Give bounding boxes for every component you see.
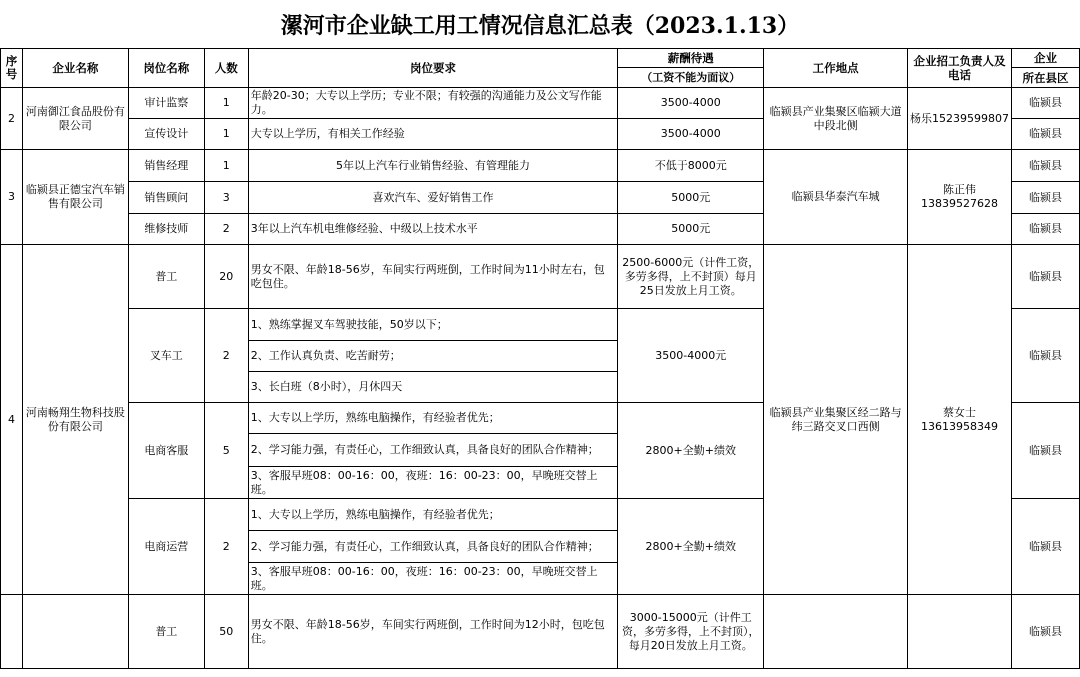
contact-cell	[908, 150, 1012, 245]
county-cell: 临颍县	[1012, 150, 1080, 182]
header-salary-note: （工资不能为面议）	[618, 68, 764, 88]
requirements-cell: 男女不限、年龄18-56岁，车间实行两班倒，工作时间为11小时左右，包吃包住。	[248, 245, 618, 309]
header-county-2: 所在县区	[1012, 68, 1080, 88]
county-cell: 临颍县	[1012, 88, 1080, 119]
county-cell: 临颍县	[1012, 119, 1080, 150]
salary-cell: 2800+全勤+绩效	[618, 403, 764, 499]
requirements-cell: 2、工作认真负责、吃苦耐劳；	[248, 341, 618, 372]
contact-phone: 13613958349	[921, 419, 998, 433]
position-cell: 电商客服	[128, 403, 204, 499]
requirements-cell: 男女不限、年龄18-56岁，车间实行两班倒，工作时间为12小时，包吃包住。	[248, 595, 618, 669]
salary-cell: 不低于8000元	[618, 150, 764, 182]
county-cell: 临颍县	[1012, 499, 1080, 595]
county-cell: 临颍县	[1012, 595, 1080, 669]
count-cell: 5	[204, 403, 248, 499]
seq-cell	[1, 595, 23, 669]
requirements-cell: 大专以上学历，有相关工作经验	[248, 119, 618, 150]
table-row	[1, 88, 1080, 119]
count-cell: 50	[204, 595, 248, 669]
count-cell: 1	[204, 88, 248, 119]
requirements-cell: 1、大专以上学历，熟练电脑操作，有经验者优先；	[248, 403, 618, 434]
requirements-cell: 1、大专以上学历，熟练电脑操作，有经验者优先；	[248, 499, 618, 531]
table-row	[1, 245, 1080, 309]
table-row	[1, 150, 1080, 182]
county-cell: 临颍县	[1012, 182, 1080, 214]
location-cell: 临颍县华泰汽车城	[764, 150, 908, 245]
seq-cell: 3	[1, 150, 23, 245]
position-cell: 销售经理	[128, 150, 204, 182]
table-row	[1, 595, 1080, 669]
county-cell: 临颍县	[1012, 245, 1080, 309]
company-cell: 河南畅翔生物科技股份有限公司	[22, 245, 128, 595]
position-cell: 审计监察	[128, 88, 204, 119]
requirements-cell: 年龄20-30；大专以上学历；专业不限；有较强的沟通能力及公文写作能力。	[248, 88, 618, 119]
header-count: 人数	[204, 49, 248, 88]
seq-cell: 2	[1, 88, 23, 150]
requirements-cell: 2、学习能力强，有责任心，工作细致认真，具备良好的团队合作精神；	[248, 531, 618, 563]
location-cell	[764, 595, 908, 669]
header-seq: 序号	[1, 49, 23, 88]
contact-cell	[908, 595, 1012, 669]
position-cell: 维修技师	[128, 214, 204, 245]
contact-name: 陈正伟	[943, 183, 977, 196]
header-contact: 企业招工负责人及电话	[908, 49, 1012, 88]
requirements-cell: 2、学习能力强，有责任心，工作细致认真，具备良好的团队合作精神；	[248, 434, 618, 467]
company-cell	[22, 595, 128, 669]
location-cell: 临颍县产业集聚区临颍大道中段北侧	[764, 88, 908, 150]
count-cell: 2	[204, 499, 248, 595]
count-cell: 20	[204, 245, 248, 309]
count-cell: 1	[204, 119, 248, 150]
salary-cell: 2800+全勤+绩效	[618, 499, 764, 595]
count-cell: 2	[204, 214, 248, 245]
location-cell: 临颍县产业集聚区经二路与纬三路交叉口西侧	[764, 245, 908, 595]
company-cell: 临颍县正德宝汽车销售有限公司	[22, 150, 128, 245]
salary-cell: 3500-4000元	[618, 309, 764, 403]
contact-cell	[908, 245, 1012, 595]
county-cell: 临颍县	[1012, 403, 1080, 499]
position-cell: 普工	[128, 595, 204, 669]
contact-cell: 杨乐15239599807	[908, 88, 1012, 150]
header-company: 企业名称	[22, 49, 128, 88]
contact-name: 蔡女士	[943, 405, 977, 419]
position-cell: 宣传设计	[128, 119, 204, 150]
position-cell: 电商运营	[128, 499, 204, 595]
seq-cell: 4	[1, 245, 23, 595]
page-title: 漯河市企业缺工用工情况信息汇总表（2023.1.13）	[280, 12, 800, 39]
header-position: 岗位名称	[128, 49, 204, 88]
count-cell: 2	[204, 309, 248, 403]
salary-cell: 5000元	[618, 214, 764, 245]
header-requirements: 岗位要求	[248, 49, 618, 88]
job-table	[0, 48, 1080, 669]
requirements-cell: 3、客服早班08：00-16：00，夜班：16：00-23：00，早晚班交替上班。	[248, 467, 618, 499]
requirements-cell: 3、长白班（8小时），月休四天	[248, 372, 618, 403]
salary-cell: 3000-15000元（计件工资，多劳多得，上不封顶），每月20日发放上月工资。	[618, 595, 764, 669]
company-cell: 河南御江食品股份有限公司	[22, 88, 128, 150]
contact-phone: 13839527628	[921, 197, 998, 210]
county-cell: 临颍县	[1012, 309, 1080, 403]
header-salary: 薪酬待遇	[618, 49, 764, 68]
position-cell: 叉车工	[128, 309, 204, 403]
requirements-cell: 3、客服早班08：00-16：00，夜班：16：00-23：00，早晚班交替上班。	[248, 563, 618, 595]
requirements-cell: 3年以上汽车机电维修经验、中级以上技术水平	[248, 214, 618, 245]
salary-cell: 3500-4000	[618, 88, 764, 119]
salary-cell: 2500-6000元（计件工资，多劳多得，上不封顶）每月25日发放上月工资。	[618, 245, 764, 309]
requirements-cell: 1、熟练掌握叉车驾驶技能，50岁以下；	[248, 309, 618, 341]
count-cell: 3	[204, 182, 248, 214]
salary-cell: 5000元	[618, 182, 764, 214]
requirements-cell: 喜欢汽车、爱好销售工作	[248, 182, 618, 214]
header-location: 工作地点	[764, 49, 908, 88]
header-county-1: 企业	[1012, 49, 1080, 68]
count-cell: 1	[204, 150, 248, 182]
position-cell: 普工	[128, 245, 204, 309]
county-cell: 临颍县	[1012, 214, 1080, 245]
requirements-cell: 5年以上汽车行业销售经验、有管理能力	[248, 150, 618, 182]
salary-cell: 3500-4000	[618, 119, 764, 150]
position-cell: 销售顾问	[128, 182, 204, 214]
